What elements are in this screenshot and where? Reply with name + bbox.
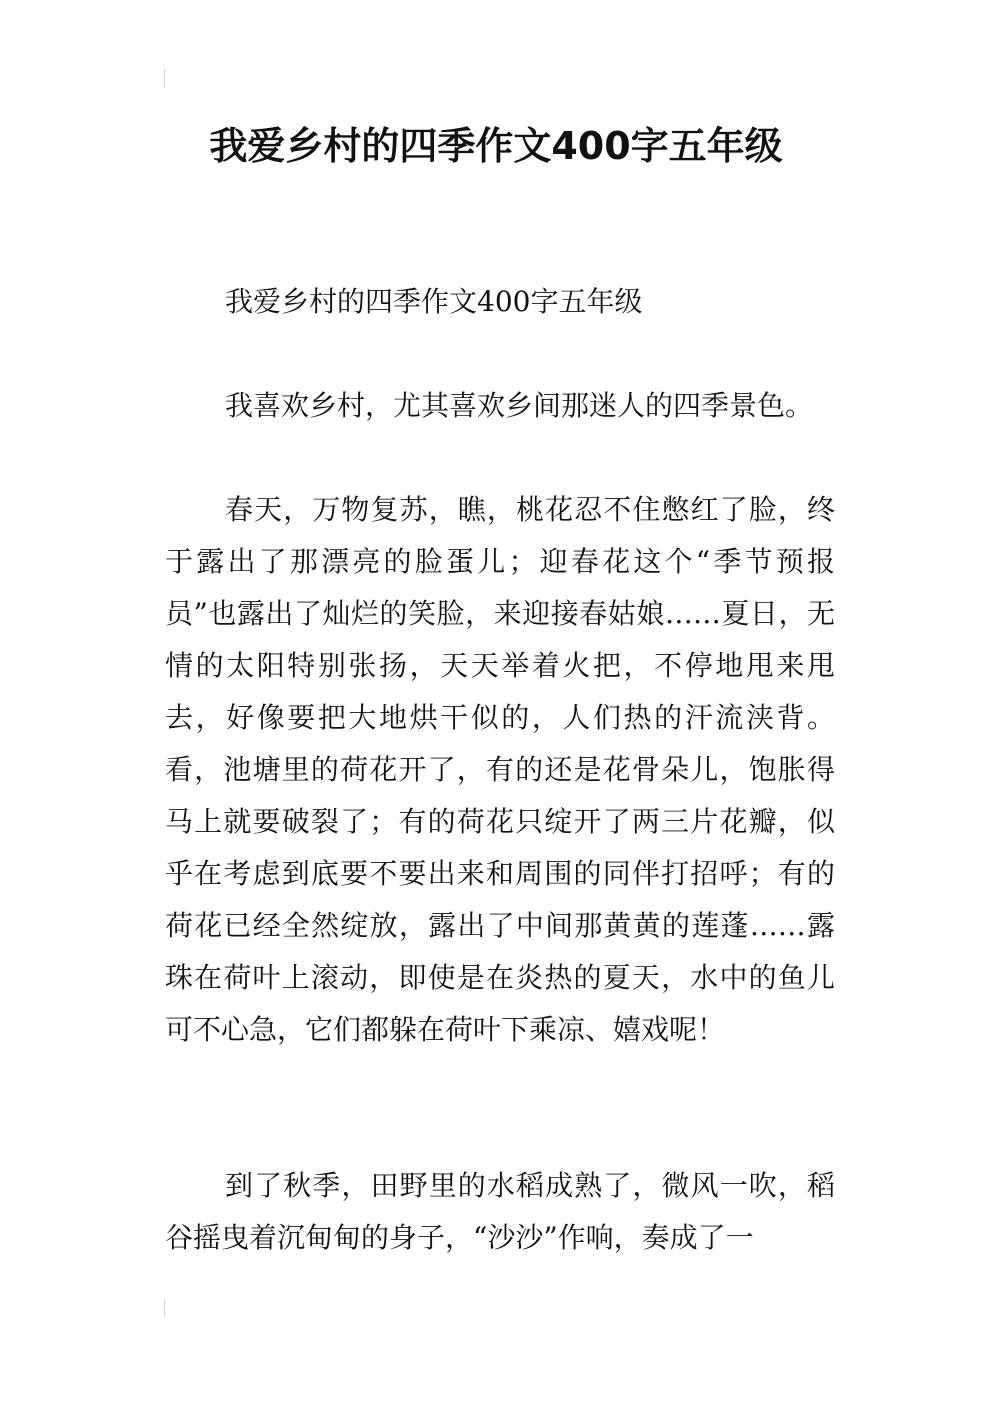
paragraph-intro: 我喜欢乡村，尤其喜欢乡间那迷人的四季景色。 xyxy=(225,389,814,422)
page-corner-mark-top xyxy=(164,70,165,88)
paragraph-intro-block xyxy=(165,380,835,432)
document-subtitle: 我爱乡村的四季作文400字五年级 xyxy=(225,285,643,318)
paragraph-spring-summer: 春天，万物复苏，瞧，桃花忍不住憋红了脸，终于露出了那漂亮的脸蛋儿；迎春花这个“季节预报员”也露出了灿烂的笑脸，来迎接春姑娘……夏日，无情的太阳特别张扬，天天举着火把，不停地甩来甩去，好像要把大地烘干似的，人们热的汗流浃背。看，池塘里的荷花开了，有的还是花骨朵儿，饱胀得马上就要破裂了；有的荷花只绽开了两三片花瓣，似乎在考虑到底要不要出来和周围的同伴打招呼；有的荷花已经全然绽放，露出了中间那黄黄的莲蓬……露珠在荷叶上滚动，即使是在炎热的夏天，水中的鱼儿可不心急，它们都躲在荷叶下乘凉、嬉戏呢！ xyxy=(165,493,835,1046)
page-corner-mark-bottom xyxy=(164,1300,165,1316)
paragraph-spring-summer-block xyxy=(165,484,835,1056)
document-title: 我爱乡村的四季作文400字五年级 xyxy=(209,124,783,168)
paragraph-autumn-block xyxy=(165,1160,835,1264)
document-subtitle-block xyxy=(165,276,835,328)
paragraph-autumn: 到了秋季，田野里的水稻成熟了，微风一吹，稻谷摇曳着沉甸甸的身子，“沙沙”作响，奏成了一 xyxy=(165,1169,835,1254)
